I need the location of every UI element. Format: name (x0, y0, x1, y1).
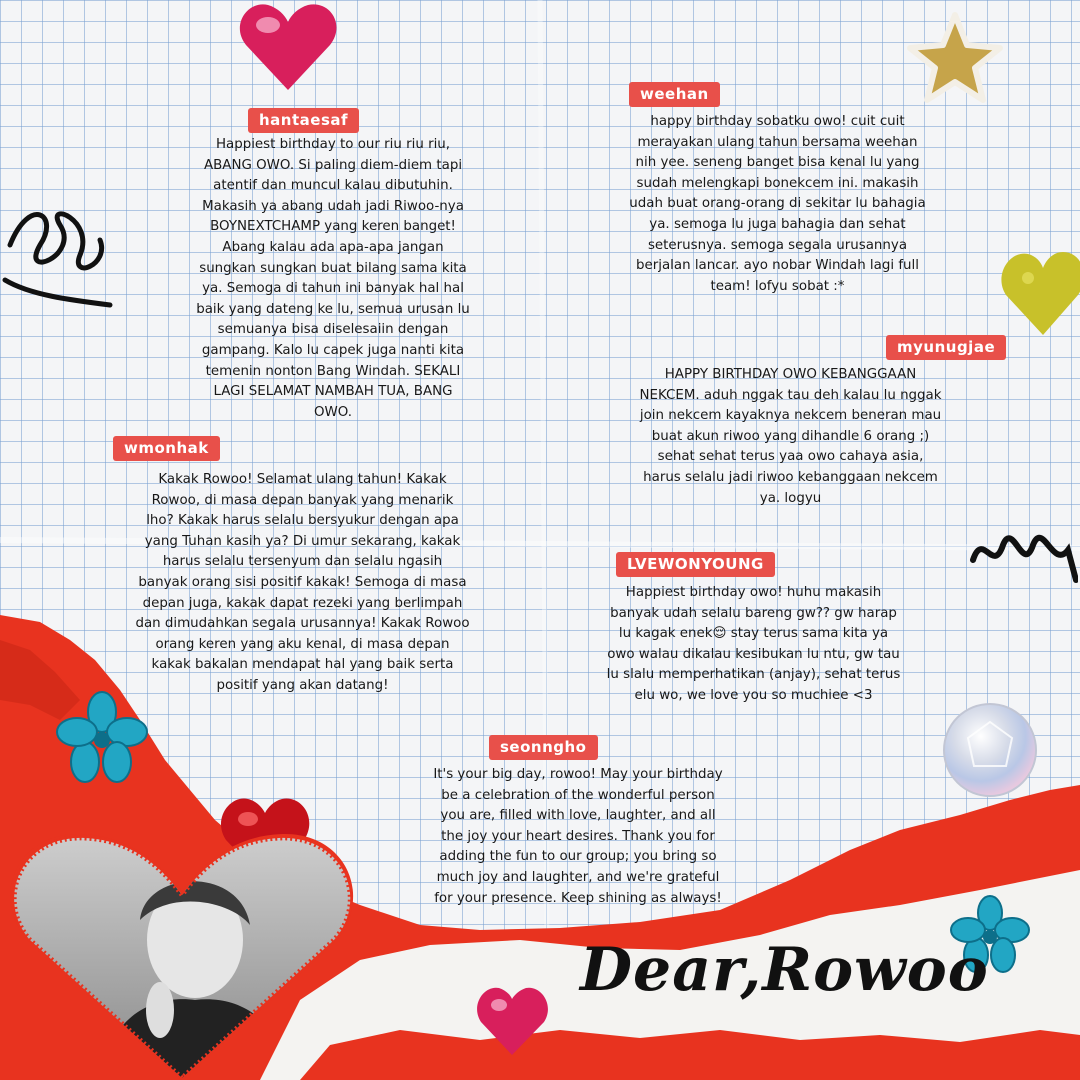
message-hantaesaf: Happiest birthday to our riu riu riu, ABANG OWO. Si paling diem-diem tapi atentif dan muncul kalau dibutuhin. Makasih ya abang udah jadi Riwoo-nya BOYNEXTCHAMP yang keren banget! Abang kalau ada apa-apa jangan sungkan sungkan buat bilang sama kita ya. Semoga di tahun ini banyak hal hal baik yang dateng ke lu, semua urusan lu semuanya bisa diselesaiin dengan gampang. Kalo lu capek juga nanti kita temenin nonton Bang Windah. SEKALI LAGI SELAMAT NAMBAH TUA, BANG OWO. (196, 137, 470, 420)
portrait-photo (10, 830, 355, 1080)
signature-text: Dear,Rowoo (580, 935, 989, 1005)
heart-photo-frame (10, 830, 355, 1080)
scribble-icon (0, 185, 120, 315)
message-wmonhak: Kakak Rowoo! Selamat ulang tahun! Kakak Rowoo, di masa depan banyak yang menarik lho? Kakak harus selalu bersyukur dengan apa yang Tuhan kasih ya? Di umur sekarang, kakak harus selalu tersenyum dan selalu ngasih banyak orang sisi positif kakak! Semoga di masa depan juga, kakak dapat rezeki yang berlimpah dan dimudahkan segala urusannya! Kakak Rowoo orang keren yang aku kenal, di masa depan kakak bakalan mendapat hal yang baik serta positif yang akan datang! (135, 472, 470, 693)
teal-flower-gem-icon (55, 690, 150, 785)
message-myunugjae: HAPPY BIRTHDAY OWO KEBANGGAAN NEKCEM. aduh nggak tau deh kalau lu nggak join nekcem kayaknya nekcem beneran mau buat akun riwoo yang dihandle 6 orang ;) sehat sehat terus yaa owo cahaya asia, harus selalu jadi riwoo kebanggaan nekcem ya. logyu (639, 367, 942, 506)
author-tag-seonngho: seonngho (489, 735, 598, 760)
message-seonngho: It's your big day, rowoo! May your birthday be a celebration of the wonderful person you are, filled with love, laughter, and all the joy your heart desires. Thank you for adding the fun to our group; you bring so much joy and laughter, and we're grateful for your presence. Keep shining as always! (433, 767, 723, 906)
author-tag-wmonhak: wmonhak (113, 436, 220, 461)
scribble-icon (968, 520, 1078, 590)
crystal-round-gem-icon (940, 700, 1040, 800)
author-tag-weehan: weehan (629, 82, 720, 107)
author-tag-hantaesaf: hantaesaf (248, 108, 359, 133)
message-weehan: happy birthday sobatku owo! cuit cuit merayakan ulang tahun bersama weehan nih yee. seneng banget bisa kenal lu yang sudah melengkapi bonekcem ini. makasih udah buat orang-orang di sekitar lu bahagia ya. semoga lu juga bahagia dan sehat seterusnya. semoga segala urusannya berjalan lancar. ayo nobar Windah lagi full team! lofyu sobat :* (629, 114, 926, 294)
pink-heart-gem-icon (238, 0, 338, 95)
message-lvewonyoung: Happiest birthday owo! huhu makasih banyak udah selalu bareng gw?? gw harap lu kagak enek😌 stay terus sama kita ya owo walau dikalau kesibukan lu ntu, gw tau lu slalu memperhatikan (anjay), sehat terus elu wo, we love you so muchiee <3 (606, 585, 901, 703)
gold-star-sticker-icon (905, 10, 1005, 105)
author-tag-myunugjae: myunugjae (886, 335, 1006, 360)
author-tag-lvewonyoung: LVEWONYOUNG (616, 552, 775, 577)
pink-heart-gem-icon (475, 985, 550, 1060)
yellow-heart-sticker-icon (998, 250, 1080, 340)
